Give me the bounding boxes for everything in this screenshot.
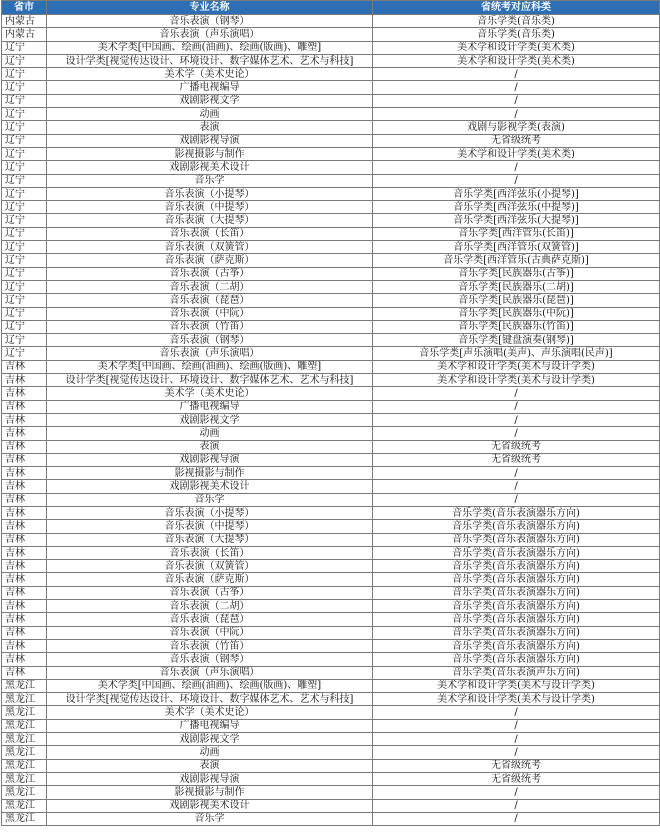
cell-province: 吉林: [2, 413, 47, 426]
cell-major-name: 音乐表演（中阮）: [47, 626, 373, 639]
table-row: [2, 772, 660, 785]
cell-exam-category: /: [373, 94, 660, 107]
cell-exam-category: /: [373, 799, 660, 812]
cell-exam-category: 音乐学类(音乐表演器乐方向): [373, 573, 660, 586]
cell-major-name: 音乐表演（中提琴）: [47, 520, 373, 533]
cell-province: 内蒙古: [2, 28, 47, 41]
cell-province: 吉林: [2, 480, 47, 493]
cell-exam-category: 无省级统考: [373, 772, 660, 785]
cell-major-name: 音乐表演（大提琴）: [47, 214, 373, 227]
table-row: [2, 653, 660, 666]
cell-exam-category: /: [373, 812, 660, 825]
cell-province: 黑龙江: [2, 812, 47, 825]
cell-province: 吉林: [2, 653, 47, 666]
cell-exam-category: /: [373, 400, 660, 413]
cell-exam-category: 音乐学类[键盘演奏(钢琴)]: [373, 334, 660, 347]
cell-major-name: 音乐表演（中提琴）: [47, 201, 373, 214]
cell-major-name: 表演: [47, 440, 373, 453]
cell-major-name: 音乐表演（萨克斯）: [47, 573, 373, 586]
cell-major-name: 影视摄影与制作: [47, 786, 373, 799]
cell-exam-category: 美术学和设计学类(美术与设计学类): [373, 374, 660, 387]
cell-exam-category: 音乐学类[民族器乐(竹笛)]: [373, 320, 660, 333]
cell-province: 吉林: [2, 400, 47, 413]
cell-exam-category: /: [373, 413, 660, 426]
table-row: [2, 799, 660, 812]
cell-major-name: 音乐表演（双簧管）: [47, 241, 373, 254]
table-row: [2, 187, 660, 200]
table-row: [2, 360, 660, 373]
table-row: [2, 786, 660, 799]
cell-major-name: 戏剧影视导演: [47, 772, 373, 785]
cell-exam-category: 音乐学类(音乐表演器乐方向): [373, 653, 660, 666]
cell-major-name: 音乐表演（琵琶）: [47, 613, 373, 626]
cell-exam-category: 音乐学类(音乐表演器乐方向): [373, 546, 660, 559]
cell-exam-category: /: [373, 480, 660, 493]
cell-province: 吉林: [2, 374, 47, 387]
cell-major-name: 美术学（美术史论）: [47, 387, 373, 400]
table-row: [2, 546, 660, 559]
cell-major-name: 动画: [47, 427, 373, 440]
cell-province: 辽宁: [2, 347, 47, 360]
cell-major-name: 音乐表演（大提琴）: [47, 533, 373, 546]
cell-province: 吉林: [2, 586, 47, 599]
table-row: [2, 493, 660, 506]
cell-province: 黑龙江: [2, 772, 47, 785]
cell-major-name: 音乐表演（中阮）: [47, 307, 373, 320]
cell-major-name: 音乐表演（小提琴）: [47, 506, 373, 519]
cell-major-name: 音乐学: [47, 174, 373, 187]
cell-province: 辽宁: [2, 94, 47, 107]
cell-province: 吉林: [2, 546, 47, 559]
table-row: [2, 121, 660, 134]
table-row: [2, 693, 660, 706]
cell-exam-category: /: [373, 786, 660, 799]
cell-exam-category: 美术学和设计学类(美术类): [373, 41, 660, 54]
cell-exam-category: 音乐学类(音乐表演器乐方向): [373, 586, 660, 599]
cell-exam-category: 音乐学类[西洋弦乐(小提琴)]: [373, 187, 660, 200]
header-exam-category: 省统考对应科类: [373, 1, 660, 15]
cell-major-name: 戏剧影视文学: [47, 413, 373, 426]
cell-province: 吉林: [2, 467, 47, 480]
table-row: [2, 15, 660, 28]
table-row: [2, 427, 660, 440]
header-major-name: 专业名称: [47, 1, 373, 15]
cell-major-name: 设计学类[视觉传达设计、环境设计、数字媒体艺术、艺术与科技]: [47, 693, 373, 706]
table-row: [2, 533, 660, 546]
cell-province: 辽宁: [2, 81, 47, 94]
major-category-table: [1, 0, 660, 826]
table-row: [2, 68, 660, 81]
table-row: [2, 241, 660, 254]
cell-province: 辽宁: [2, 161, 47, 174]
cell-major-name: 音乐表演（竹笛）: [47, 639, 373, 652]
cell-province: 吉林: [2, 520, 47, 533]
cell-major-name: 音乐表演（古筝）: [47, 586, 373, 599]
cell-major-name: 音乐表演（声乐演唱）: [47, 666, 373, 679]
table-row: [2, 147, 660, 160]
cell-province: 辽宁: [2, 227, 47, 240]
cell-major-name: 动画: [47, 746, 373, 759]
cell-exam-category: 音乐学类[西洋弦乐(大提琴)]: [373, 214, 660, 227]
cell-province: 吉林: [2, 360, 47, 373]
cell-exam-category: 音乐学类(音乐表演器乐方向): [373, 600, 660, 613]
cell-province: 吉林: [2, 453, 47, 466]
header-province: 省市: [2, 1, 47, 15]
cell-exam-category: 音乐学类(音乐表演器乐方向): [373, 560, 660, 573]
cell-major-name: 美术学类[中国画、绘画(油画)、绘画(版画)、雕塑]: [47, 41, 373, 54]
cell-province: 吉林: [2, 639, 47, 652]
table-row: [2, 719, 660, 732]
table-row: [2, 254, 660, 267]
cell-province: 辽宁: [2, 68, 47, 81]
cell-major-name: 影视摄影与制作: [47, 467, 373, 480]
cell-exam-category: /: [373, 81, 660, 94]
cell-major-name: 表演: [47, 759, 373, 772]
cell-major-name: 音乐表演（钢琴）: [47, 334, 373, 347]
cell-exam-category: 美术学和设计学类(美术类): [373, 147, 660, 160]
cell-major-name: 音乐表演（二胡）: [47, 280, 373, 293]
cell-exam-category: 音乐学类(音乐表演器乐方向): [373, 533, 660, 546]
cell-exam-category: 美术学和设计学类(美术与设计学类): [373, 693, 660, 706]
cell-exam-category: 戏剧与影视学类(表演): [373, 121, 660, 134]
cell-exam-category: 音乐学类[民族器乐(二胡)]: [373, 280, 660, 293]
table-row: [2, 506, 660, 519]
cell-major-name: 音乐表演（二胡）: [47, 600, 373, 613]
cell-major-name: 广播电视编导: [47, 81, 373, 94]
cell-exam-category: /: [373, 427, 660, 440]
table-row: [2, 812, 660, 825]
cell-major-name: 表演: [47, 121, 373, 134]
header-row: [2, 1, 660, 15]
cell-exam-category: 音乐学类(音乐表演器乐方向): [373, 506, 660, 519]
cell-exam-category: 音乐学类[西洋弦乐(中提琴)]: [373, 201, 660, 214]
cell-province: 吉林: [2, 600, 47, 613]
cell-major-name: 设计学类[视觉传达设计、环境设计、数字媒体艺术、艺术与科技]: [47, 54, 373, 67]
cell-major-name: 戏剧影视文学: [47, 733, 373, 746]
cell-exam-category: 音乐学类(音乐表演器乐方向): [373, 626, 660, 639]
cell-province: 辽宁: [2, 214, 47, 227]
cell-major-name: 戏剧影视美术设计: [47, 799, 373, 812]
table-row: [2, 41, 660, 54]
cell-province: 内蒙古: [2, 15, 47, 28]
cell-exam-category: /: [373, 706, 660, 719]
cell-province: 吉林: [2, 427, 47, 440]
table-row: [2, 334, 660, 347]
cell-exam-category: /: [373, 108, 660, 121]
table-row: [2, 108, 660, 121]
cell-province: 吉林: [2, 573, 47, 586]
table-row: [2, 573, 660, 586]
cell-major-name: 美术学（美术史论）: [47, 68, 373, 81]
table-row: [2, 733, 660, 746]
cell-exam-category: 音乐学类(音乐表演声乐方向): [373, 666, 660, 679]
cell-major-name: 戏剧影视美术设计: [47, 161, 373, 174]
cell-exam-category: 音乐学类[西洋管乐(古典萨克斯)]: [373, 254, 660, 267]
cell-major-name: 音乐表演（琵琶）: [47, 294, 373, 307]
cell-exam-category: 无省级统考: [373, 134, 660, 147]
cell-exam-category: 音乐学类(音乐表演器乐方向): [373, 639, 660, 652]
table-row: [2, 679, 660, 692]
cell-major-name: 音乐表演（萨克斯）: [47, 254, 373, 267]
table-row: [2, 746, 660, 759]
cell-exam-category: 无省级统考: [373, 759, 660, 772]
cell-province: 吉林: [2, 560, 47, 573]
cell-exam-category: 音乐学类(音乐类): [373, 15, 660, 28]
cell-major-name: 戏剧影视文学: [47, 94, 373, 107]
cell-major-name: 动画: [47, 108, 373, 121]
table-row: [2, 374, 660, 387]
table-row: [2, 134, 660, 147]
cell-exam-category: /: [373, 467, 660, 480]
cell-province: 辽宁: [2, 294, 47, 307]
cell-province: 吉林: [2, 533, 47, 546]
cell-major-name: 戏剧影视美术设计: [47, 480, 373, 493]
table-row: [2, 54, 660, 67]
cell-province: 黑龙江: [2, 733, 47, 746]
cell-province: 黑龙江: [2, 706, 47, 719]
cell-province: 吉林: [2, 493, 47, 506]
table-row: [2, 227, 660, 240]
cell-major-name: 音乐表演（长笛）: [47, 546, 373, 559]
cell-exam-category: 音乐学类[民族器乐(中阮)]: [373, 307, 660, 320]
table-row: [2, 639, 660, 652]
cell-province: 辽宁: [2, 108, 47, 121]
cell-major-name: 音乐学: [47, 812, 373, 825]
table-row: [2, 467, 660, 480]
table-row: [2, 400, 660, 413]
cell-province: 黑龙江: [2, 679, 47, 692]
cell-province: 辽宁: [2, 121, 47, 134]
cell-major-name: 戏剧影视导演: [47, 134, 373, 147]
table-header: [2, 1, 660, 15]
cell-major-name: 设计学类[视觉传达设计、环境设计、数字媒体艺术、艺术与科技]: [47, 374, 373, 387]
cell-exam-category: 音乐学类[西洋管乐(长笛)]: [373, 227, 660, 240]
table-row: [2, 347, 660, 360]
table-row: [2, 28, 660, 41]
table-row: [2, 480, 660, 493]
cell-major-name: 美术学类[中国画、绘画(油画)、绘画(版画)、雕塑]: [47, 679, 373, 692]
table-row: [2, 307, 660, 320]
table-row: [2, 94, 660, 107]
cell-exam-category: /: [373, 161, 660, 174]
table-body: [2, 15, 660, 826]
cell-province: 辽宁: [2, 267, 47, 280]
cell-province: 辽宁: [2, 134, 47, 147]
cell-province: 辽宁: [2, 254, 47, 267]
cell-major-name: 美术学类[中国画、绘画(油画)、绘画(版画)、雕塑]: [47, 360, 373, 373]
cell-major-name: 音乐表演（竹笛）: [47, 320, 373, 333]
cell-exam-category: /: [373, 68, 660, 81]
table-row: [2, 267, 660, 280]
cell-province: 辽宁: [2, 147, 47, 160]
table-row: [2, 613, 660, 626]
table-row: [2, 626, 660, 639]
cell-province: 辽宁: [2, 334, 47, 347]
cell-exam-category: 美术学和设计学类(美术类): [373, 54, 660, 67]
cell-exam-category: /: [373, 746, 660, 759]
cell-exam-category: 音乐学类(音乐类): [373, 28, 660, 41]
cell-exam-category: 无省级统考: [373, 440, 660, 453]
cell-major-name: 戏剧影视导演: [47, 453, 373, 466]
cell-exam-category: 音乐学类(音乐表演器乐方向): [373, 613, 660, 626]
cell-province: 辽宁: [2, 41, 47, 54]
table-row: [2, 440, 660, 453]
table-row: [2, 666, 660, 679]
table-row: [2, 413, 660, 426]
cell-exam-category: 音乐学类[声乐演唱(美声)、声乐演唱(民声)]: [373, 347, 660, 360]
table-row: [2, 600, 660, 613]
table-row: [2, 560, 660, 573]
cell-province: 黑龙江: [2, 759, 47, 772]
cell-exam-category: 音乐学类[西洋管乐(双簧管)]: [373, 241, 660, 254]
table-row: [2, 387, 660, 400]
cell-exam-category: /: [373, 733, 660, 746]
cell-major-name: 影视摄影与制作: [47, 147, 373, 160]
cell-major-name: 美术学（美术史论）: [47, 706, 373, 719]
cell-exam-category: 美术学和设计学类(美术与设计学类): [373, 679, 660, 692]
cell-province: 吉林: [2, 626, 47, 639]
table-row: [2, 174, 660, 187]
cell-province: 黑龙江: [2, 799, 47, 812]
table-row: [2, 201, 660, 214]
cell-province: 辽宁: [2, 187, 47, 200]
table-row: [2, 280, 660, 293]
cell-exam-category: /: [373, 174, 660, 187]
cell-exam-category: 美术学和设计学类(美术与设计学类): [373, 360, 660, 373]
cell-exam-category: 音乐学类(音乐表演器乐方向): [373, 520, 660, 533]
cell-exam-category: 音乐学类[民族器乐(琵琶)]: [373, 294, 660, 307]
cell-major-name: 音乐表演（双簧管）: [47, 560, 373, 573]
table-row: [2, 320, 660, 333]
cell-major-name: 音乐表演（声乐演唱）: [47, 347, 373, 360]
table-row: [2, 586, 660, 599]
cell-province: 黑龙江: [2, 746, 47, 759]
table-row: [2, 453, 660, 466]
cell-exam-category: /: [373, 387, 660, 400]
cell-province: 黑龙江: [2, 786, 47, 799]
cell-province: 吉林: [2, 440, 47, 453]
table-row: [2, 161, 660, 174]
table-row: [2, 214, 660, 227]
table-row: [2, 759, 660, 772]
cell-major-name: 广播电视编导: [47, 719, 373, 732]
cell-province: 辽宁: [2, 54, 47, 67]
cell-exam-category: 无省级统考: [373, 453, 660, 466]
cell-province: 辽宁: [2, 201, 47, 214]
cell-major-name: 音乐表演（长笛）: [47, 227, 373, 240]
table-row: [2, 520, 660, 533]
table-row: [2, 706, 660, 719]
cell-province: 吉林: [2, 613, 47, 626]
cell-major-name: 音乐表演（钢琴）: [47, 15, 373, 28]
table-row: [2, 81, 660, 94]
cell-province: 黑龙江: [2, 693, 47, 706]
cell-province: 辽宁: [2, 307, 47, 320]
cell-province: 吉林: [2, 666, 47, 679]
cell-province: 辽宁: [2, 280, 47, 293]
cell-exam-category: /: [373, 493, 660, 506]
cell-major-name: 音乐学: [47, 493, 373, 506]
cell-province: 辽宁: [2, 174, 47, 187]
cell-major-name: 音乐表演（声乐演唱）: [47, 28, 373, 41]
cell-exam-category: /: [373, 719, 660, 732]
cell-province: 吉林: [2, 506, 47, 519]
cell-exam-category: 音乐学类[民族器乐(古筝)]: [373, 267, 660, 280]
cell-province: 辽宁: [2, 320, 47, 333]
table-row: [2, 294, 660, 307]
cell-major-name: 音乐表演（小提琴）: [47, 187, 373, 200]
cell-province: 辽宁: [2, 241, 47, 254]
cell-province: 黑龙江: [2, 719, 47, 732]
cell-major-name: 广播电视编导: [47, 400, 373, 413]
cell-major-name: 音乐表演（钢琴）: [47, 653, 373, 666]
cell-major-name: 音乐表演（古筝）: [47, 267, 373, 280]
cell-province: 吉林: [2, 387, 47, 400]
